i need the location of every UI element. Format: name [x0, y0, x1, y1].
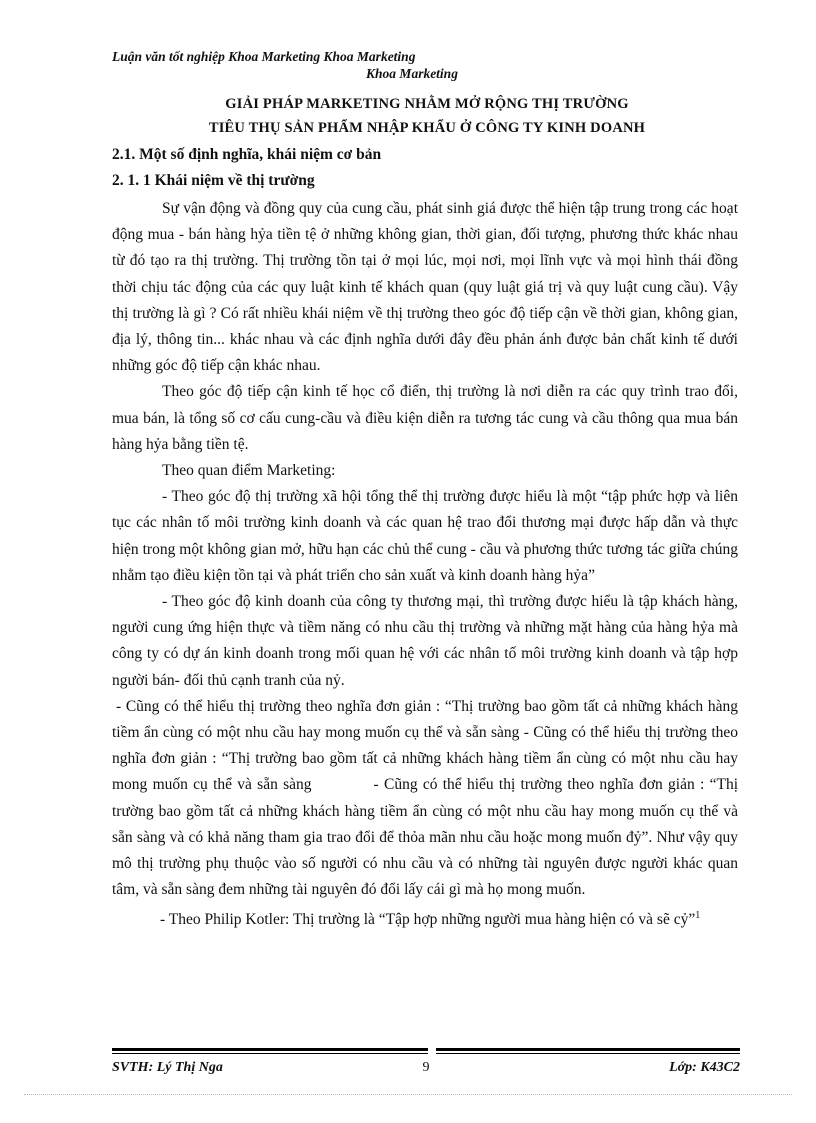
header-line-2: Khoa Marketing	[366, 66, 458, 81]
footer-class: Lớp: K43C2	[669, 1060, 740, 1075]
page-footer	[112, 1060, 740, 1080]
paragraph: - Theo góc độ kinh doanh của công ty thương mại, thì trường được hiểu là tập khách hàng, người cung ứng hiện thực và tiềm năng có nhu cầu thị trường và những mặt hàng của hàng hỷa mà công ty có dự án kinh doanh trong mối quan hệ với các nhân tố môi trường kinh doanh và tập hợp người bán- đối thủ cạnh tranh của nỷ.	[112, 593, 738, 689]
paragraph-text: - Cũng có thể hiểu thị trường theo nghĩa đơn giản : “Thị trường bao gồm tất cả những khách hàng tiềm ẩn cùng có một nhu cầu hay mong muốn cụ thể và sẵn sàng - Cũng có thể hiểu thị trường theo nghĩa đơn giản : “Thị trường bao gồm tất cả những khách hàng tiềm ẩn cùng có một nhu cầu hay mong muốn cụ thể và sẵn sàng	[112, 697, 738, 794]
page-header	[112, 48, 712, 82]
document-title-line-2: TIÊU THỤ SẢN PHẨM NHẬP KHẨU Ở CÔNG TY KINH DOANH	[208, 120, 646, 136]
page-boundary-line	[24, 1094, 792, 1095]
paragraph: Sự vận động và đồng quy của cung cầu, phát sinh giá được thể hiện tập trung trong các hoạt động mua - bán hàng hỷa tiền tệ ở những không gian, thời gian, đối tượng, phương thức khác nhau từ đó tạo ra thị trường. Thị trường tồn tại ở mọi lúc, mọi nơi, mọi lĩnh vực và mọi hình thái đồng thời chịu tác động của các quy luật kinh tế khách quan (quy luật giá trị và quy luật cung cầu). Vậy thị trường là gì ? Có rất nhiều khái niệm về thị trường theo góc độ tiếp cận về thời gian, không gian, địa lý, thông tin... khác nhau và các định nghĩa dưới đây đều phản ánh được bản chất kinh tế dưới những góc độ tiếp cận khác nhau.	[112, 200, 738, 375]
footer-divider	[112, 1048, 428, 1054]
paragraph-text: - Cũng có thể hiểu thị trường theo nghĩa đơn giản : “Thị trường bao gồm tất cả những khách hàng tiềm ẩn cùng có một nhu cầu hay mong muốn cụ thể và sẵn sàng và có khả năng tham gia trao đổi để thỏa mãn nhu cầu hoặc mong muốn đỷ”. Như vậy quy mô thị trường phụ thuộc vào số người có nhu cầu và có những tài nguyên được người khác quan tâm, và sẵn sàng đem những tài nguyên đó đổi lấy cái gì mà họ mong muốn.	[112, 776, 738, 899]
paragraph-text: - Theo Philip Kotler: Thị trường là “Tập hợp những người mua hàng hiện có và sẽ cỷ”	[160, 911, 696, 929]
header-line-1: Luận văn tốt nghiệp Khoa Marketing Khoa Marketing	[112, 49, 416, 64]
paragraph: - Theo góc độ thị trường xã hội tổng thể thị trường được hiểu là một “tập phức hợp và liên tục các nhân tố môi trường kinh doanh và các quan hệ trao đổi thương mại được hấp dẫn và thực hiện trong một không gian mở, hữu hạn các chủ thể cung - cầu và phương thức tương tác giữa chúng nhằm tạo điều kiện tồn tại và phát triển cho sản xuất và kinh doanh hàng hỷa”	[112, 488, 738, 584]
paragraph: Theo quan điểm Marketing:	[162, 462, 336, 480]
paragraph: Theo góc độ tiếp cận kinh tế học cổ điển, thị trường là nơi diễn ra các quy trình trao đổi, mua bán, là tổng số cơ cấu cung-cầu và điều kiện diễn ra tương tác cung và cầu thông qua mua bán hàng hỷa bằng tiền tệ.	[112, 383, 738, 453]
subsection-heading: 2. 1. 1 Khái niệm về thị trường	[112, 172, 315, 189]
footnote-reference: 1	[695, 910, 701, 922]
body-text	[112, 196, 738, 934]
footer-divider	[436, 1048, 740, 1054]
paragraph	[112, 903, 738, 933]
document-title-line-1: GIẢI PHÁP MARKETING NHẰM MỞ RỘNG THỊ TRƯỜNG	[225, 96, 629, 112]
paragraph	[112, 694, 738, 904]
footer-author: SVTH: Lý Thị Nga	[112, 1060, 223, 1075]
section-heading: 2.1. Một số định nghĩa, khái niệm cơ bản	[112, 146, 382, 163]
page-number: 9	[422, 1060, 430, 1075]
